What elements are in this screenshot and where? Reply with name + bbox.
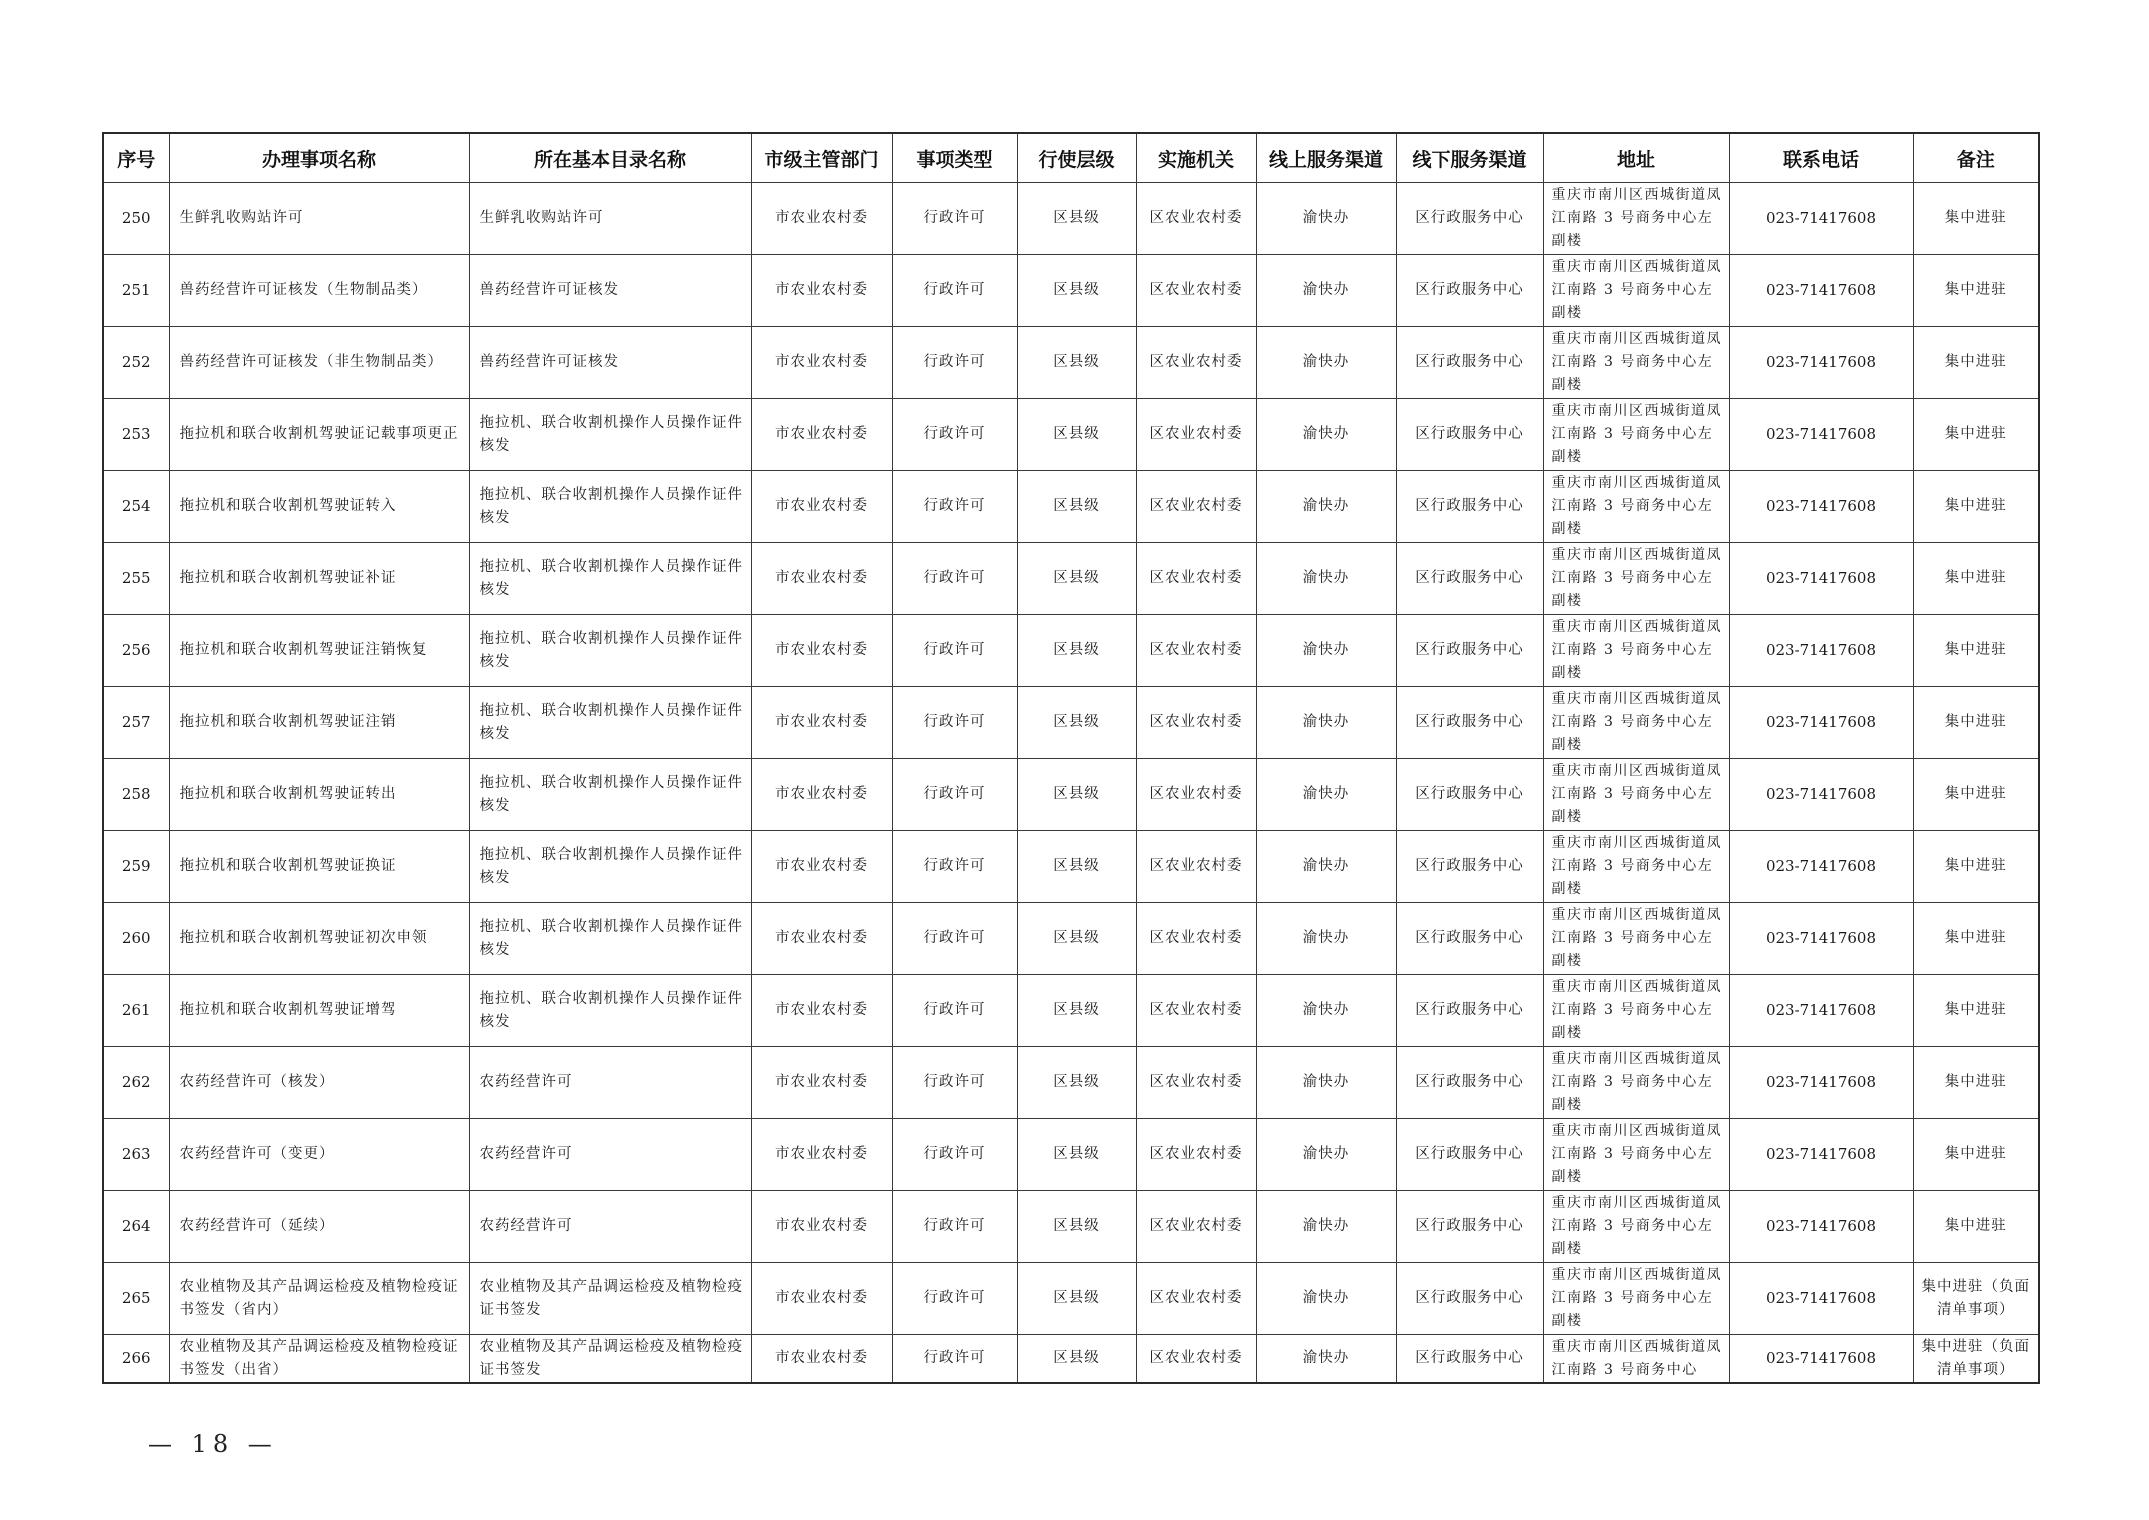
- cell-address: 重庆市南川区西城街道凤江南路 3 号商务中心左副楼: [1543, 183, 1729, 255]
- cell-item-type: 行政许可: [892, 1047, 1017, 1119]
- cell-address: 重庆市南川区西城街道凤江南路 3 号商务中心左副楼: [1543, 1047, 1729, 1119]
- cell-offline-channel: 区行政服务中心: [1396, 1047, 1543, 1119]
- table-row: [103, 1047, 2039, 1119]
- cell-item-type: 行政许可: [892, 1119, 1017, 1191]
- cell-offline-channel: 区行政服务中心: [1396, 471, 1543, 543]
- cell-online-channel: 渝快办: [1256, 1119, 1396, 1191]
- cell-online-channel: 渝快办: [1256, 903, 1396, 975]
- cell-level: 区县级: [1017, 687, 1136, 759]
- cell-online-channel: 渝快办: [1256, 183, 1396, 255]
- cell-offline-channel: 区行政服务中心: [1396, 327, 1543, 399]
- cell-address: 重庆市南川区西城街道凤江南路 3 号商务中心左副楼: [1543, 831, 1729, 903]
- cell-address: 重庆市南川区西城街道凤江南路 3 号商务中心左副楼: [1543, 615, 1729, 687]
- cell-offline-channel: 区行政服务中心: [1396, 903, 1543, 975]
- cell-catalog-name: 拖拉机、联合收割机操作人员操作证件核发: [469, 399, 751, 471]
- table-row: [103, 1335, 2039, 1384]
- header-agency: 实施机关: [1136, 133, 1256, 183]
- cell-agency: 区农业农村委: [1136, 975, 1256, 1047]
- cell-address: 重庆市南川区西城街道凤江南路 3 号商务中心左副楼: [1543, 903, 1729, 975]
- cell-item-name: 拖拉机和联合收割机驾驶证换证: [169, 831, 469, 903]
- table-row: [103, 759, 2039, 831]
- cell-item-type: 行政许可: [892, 543, 1017, 615]
- table-row: [103, 1263, 2039, 1335]
- cell-level: 区县级: [1017, 399, 1136, 471]
- cell-phone: 023-71417608: [1729, 543, 1913, 615]
- cell-item-type: 行政许可: [892, 687, 1017, 759]
- cell-row-number: 262: [103, 1047, 169, 1119]
- cell-level: 区县级: [1017, 903, 1136, 975]
- cell-catalog-name: 农业植物及其产品调运检疫及植物检疫证书签发: [469, 1335, 751, 1384]
- cell-note: 集中进驻: [1913, 759, 2039, 831]
- cell-city-dept: 市农业农村委: [751, 1335, 892, 1384]
- cell-agency: 区农业农村委: [1136, 759, 1256, 831]
- cell-offline-channel: 区行政服务中心: [1396, 975, 1543, 1047]
- cell-address: 重庆市南川区西城街道凤江南路 3 号商务中心: [1543, 1335, 1729, 1384]
- cell-offline-channel: 区行政服务中心: [1396, 543, 1543, 615]
- cell-agency: 区农业农村委: [1136, 399, 1256, 471]
- cell-note: 集中进驻: [1913, 327, 2039, 399]
- cell-note: 集中进驻: [1913, 543, 2039, 615]
- cell-phone: 023-71417608: [1729, 975, 1913, 1047]
- cell-row-number: 250: [103, 183, 169, 255]
- cell-phone: 023-71417608: [1729, 183, 1913, 255]
- cell-item-type: 行政许可: [892, 255, 1017, 327]
- header-address: 地址: [1543, 133, 1729, 183]
- cell-item-name: 农业植物及其产品调运检疫及植物检疫证书签发（出省）: [169, 1335, 469, 1384]
- cell-note: 集中进驻: [1913, 1191, 2039, 1263]
- cell-catalog-name: 拖拉机、联合收割机操作人员操作证件核发: [469, 759, 751, 831]
- cell-level: 区县级: [1017, 327, 1136, 399]
- cell-note: 集中进驻: [1913, 903, 2039, 975]
- cell-address: 重庆市南川区西城街道凤江南路 3 号商务中心左副楼: [1543, 543, 1729, 615]
- cell-address: 重庆市南川区西城街道凤江南路 3 号商务中心左副楼: [1543, 975, 1729, 1047]
- cell-item-name: 农药经营许可（延续）: [169, 1191, 469, 1263]
- cell-city-dept: 市农业农村委: [751, 759, 892, 831]
- header-no: 序号: [103, 133, 169, 183]
- cell-agency: 区农业农村委: [1136, 831, 1256, 903]
- header-offline-channel: 线下服务渠道: [1396, 133, 1543, 183]
- cell-offline-channel: 区行政服务中心: [1396, 759, 1543, 831]
- cell-online-channel: 渝快办: [1256, 543, 1396, 615]
- cell-level: 区县级: [1017, 255, 1136, 327]
- cell-city-dept: 市农业农村委: [751, 975, 892, 1047]
- cell-catalog-name: 农药经营许可: [469, 1047, 751, 1119]
- table-row: [103, 471, 2039, 543]
- cell-phone: 023-71417608: [1729, 1191, 1913, 1263]
- cell-item-name: 拖拉机和联合收割机驾驶证转入: [169, 471, 469, 543]
- cell-note: 集中进驻: [1913, 1047, 2039, 1119]
- cell-phone: 023-71417608: [1729, 687, 1913, 759]
- cell-city-dept: 市农业农村委: [751, 903, 892, 975]
- cell-online-channel: 渝快办: [1256, 759, 1396, 831]
- cell-item-name: 拖拉机和联合收割机驾驶证记载事项更正: [169, 399, 469, 471]
- cell-online-channel: 渝快办: [1256, 255, 1396, 327]
- cell-catalog-name: 农药经营许可: [469, 1119, 751, 1191]
- cell-level: 区县级: [1017, 1047, 1136, 1119]
- table-row: [103, 615, 2039, 687]
- cell-note: 集中进驻（负面清单事项）: [1913, 1263, 2039, 1335]
- cell-offline-channel: 区行政服务中心: [1396, 255, 1543, 327]
- cell-catalog-name: 兽药经营许可证核发: [469, 327, 751, 399]
- cell-item-type: 行政许可: [892, 1263, 1017, 1335]
- cell-row-number: 255: [103, 543, 169, 615]
- header-city-dept: 市级主管部门: [751, 133, 892, 183]
- cell-catalog-name: 拖拉机、联合收割机操作人员操作证件核发: [469, 831, 751, 903]
- cell-item-name: 农业植物及其产品调运检疫及植物检疫证书签发（省内）: [169, 1263, 469, 1335]
- cell-row-number: 258: [103, 759, 169, 831]
- cell-note: 集中进驻: [1913, 615, 2039, 687]
- cell-agency: 区农业农村委: [1136, 183, 1256, 255]
- cell-level: 区县级: [1017, 1263, 1136, 1335]
- cell-address: 重庆市南川区西城街道凤江南路 3 号商务中心左副楼: [1543, 327, 1729, 399]
- cell-city-dept: 市农业农村委: [751, 471, 892, 543]
- cell-level: 区县级: [1017, 759, 1136, 831]
- cell-online-channel: 渝快办: [1256, 615, 1396, 687]
- cell-item-type: 行政许可: [892, 831, 1017, 903]
- cell-level: 区县级: [1017, 615, 1136, 687]
- cell-note: 集中进驻: [1913, 255, 2039, 327]
- cell-agency: 区农业农村委: [1136, 1263, 1256, 1335]
- header-phone: 联系电话: [1729, 133, 1913, 183]
- cell-city-dept: 市农业农村委: [751, 1047, 892, 1119]
- cell-row-number: 263: [103, 1119, 169, 1191]
- cell-item-name: 拖拉机和联合收割机驾驶证注销: [169, 687, 469, 759]
- table-row: [103, 255, 2039, 327]
- cell-catalog-name: 拖拉机、联合收割机操作人员操作证件核发: [469, 543, 751, 615]
- cell-level: 区县级: [1017, 831, 1136, 903]
- table-row: [103, 1191, 2039, 1263]
- cell-address: 重庆市南川区西城街道凤江南路 3 号商务中心左副楼: [1543, 687, 1729, 759]
- cell-address: 重庆市南川区西城街道凤江南路 3 号商务中心左副楼: [1543, 1119, 1729, 1191]
- cell-city-dept: 市农业农村委: [751, 543, 892, 615]
- cell-note: 集中进驻: [1913, 471, 2039, 543]
- cell-phone: 023-71417608: [1729, 1335, 1913, 1384]
- table-header-row: [103, 133, 2039, 183]
- cell-row-number: 266: [103, 1335, 169, 1384]
- cell-catalog-name: 农业植物及其产品调运检疫及植物检疫证书签发: [469, 1263, 751, 1335]
- cell-level: 区县级: [1017, 183, 1136, 255]
- cell-item-name: 拖拉机和联合收割机驾驶证增驾: [169, 975, 469, 1047]
- table-row: [103, 543, 2039, 615]
- cell-item-type: 行政许可: [892, 615, 1017, 687]
- cell-level: 区县级: [1017, 543, 1136, 615]
- cell-row-number: 261: [103, 975, 169, 1047]
- cell-row-number: 256: [103, 615, 169, 687]
- cell-level: 区县级: [1017, 1335, 1136, 1384]
- cell-online-channel: 渝快办: [1256, 1263, 1396, 1335]
- cell-offline-channel: 区行政服务中心: [1396, 615, 1543, 687]
- header-level: 行使层级: [1017, 133, 1136, 183]
- cell-item-name: 兽药经营许可证核发（生物制品类）: [169, 255, 469, 327]
- table-row: [103, 399, 2039, 471]
- cell-note: 集中进驻: [1913, 399, 2039, 471]
- cell-item-name: 农药经营许可（变更）: [169, 1119, 469, 1191]
- cell-agency: 区农业农村委: [1136, 1119, 1256, 1191]
- cell-phone: 023-71417608: [1729, 327, 1913, 399]
- cell-note: 集中进驻: [1913, 975, 2039, 1047]
- cell-catalog-name: 兽药经营许可证核发: [469, 255, 751, 327]
- cell-offline-channel: 区行政服务中心: [1396, 399, 1543, 471]
- cell-note: 集中进驻: [1913, 831, 2039, 903]
- cell-agency: 区农业农村委: [1136, 903, 1256, 975]
- cell-item-name: 拖拉机和联合收割机驾驶证转出: [169, 759, 469, 831]
- cell-agency: 区农业农村委: [1136, 327, 1256, 399]
- header-item-name: 办理事项名称: [169, 133, 469, 183]
- cell-row-number: 260: [103, 903, 169, 975]
- cell-row-number: 252: [103, 327, 169, 399]
- cell-phone: 023-71417608: [1729, 255, 1913, 327]
- cell-row-number: 254: [103, 471, 169, 543]
- cell-item-name: 农药经营许可（核发）: [169, 1047, 469, 1119]
- cell-city-dept: 市农业农村委: [751, 1191, 892, 1263]
- cell-agency: 区农业农村委: [1136, 471, 1256, 543]
- cell-item-type: 行政许可: [892, 327, 1017, 399]
- cell-note: 集中进驻（负面清单事项）: [1913, 1335, 2039, 1384]
- cell-note: 集中进驻: [1913, 1119, 2039, 1191]
- cell-row-number: 251: [103, 255, 169, 327]
- cell-item-type: 行政许可: [892, 975, 1017, 1047]
- cell-note: 集中进驻: [1913, 687, 2039, 759]
- cell-address: 重庆市南川区西城街道凤江南路 3 号商务中心左副楼: [1543, 759, 1729, 831]
- cell-offline-channel: 区行政服务中心: [1396, 687, 1543, 759]
- cell-item-type: 行政许可: [892, 1191, 1017, 1263]
- cell-catalog-name: 拖拉机、联合收割机操作人员操作证件核发: [469, 615, 751, 687]
- cell-agency: 区农业农村委: [1136, 255, 1256, 327]
- cell-note: 集中进驻: [1913, 183, 2039, 255]
- cell-catalog-name: 拖拉机、联合收割机操作人员操作证件核发: [469, 471, 751, 543]
- cell-city-dept: 市农业农村委: [751, 1119, 892, 1191]
- cell-row-number: 253: [103, 399, 169, 471]
- cell-item-type: 行政许可: [892, 471, 1017, 543]
- cell-online-channel: 渝快办: [1256, 1191, 1396, 1263]
- cell-city-dept: 市农业农村委: [751, 687, 892, 759]
- cell-item-type: 行政许可: [892, 399, 1017, 471]
- cell-catalog-name: 拖拉机、联合收割机操作人员操作证件核发: [469, 687, 751, 759]
- header-catalog-name: 所在基本目录名称: [469, 133, 751, 183]
- header-item-type: 事项类型: [892, 133, 1017, 183]
- cell-row-number: 259: [103, 831, 169, 903]
- cell-phone: 023-71417608: [1729, 903, 1913, 975]
- cell-phone: 023-71417608: [1729, 615, 1913, 687]
- cell-offline-channel: 区行政服务中心: [1396, 183, 1543, 255]
- cell-row-number: 257: [103, 687, 169, 759]
- cell-phone: 023-71417608: [1729, 1047, 1913, 1119]
- cell-offline-channel: 区行政服务中心: [1396, 1335, 1543, 1384]
- cell-address: 重庆市南川区西城街道凤江南路 3 号商务中心左副楼: [1543, 1263, 1729, 1335]
- cell-item-name: 拖拉机和联合收割机驾驶证补证: [169, 543, 469, 615]
- cell-item-name: 生鲜乳收购站许可: [169, 183, 469, 255]
- cell-online-channel: 渝快办: [1256, 1335, 1396, 1384]
- cell-row-number: 264: [103, 1191, 169, 1263]
- cell-phone: 023-71417608: [1729, 1119, 1913, 1191]
- cell-agency: 区农业农村委: [1136, 687, 1256, 759]
- cell-offline-channel: 区行政服务中心: [1396, 1191, 1543, 1263]
- header-note: 备注: [1913, 133, 2039, 183]
- cell-online-channel: 渝快办: [1256, 1047, 1396, 1119]
- cell-catalog-name: 拖拉机、联合收割机操作人员操作证件核发: [469, 975, 751, 1047]
- cell-offline-channel: 区行政服务中心: [1396, 1263, 1543, 1335]
- cell-offline-channel: 区行政服务中心: [1396, 1119, 1543, 1191]
- cell-city-dept: 市农业农村委: [751, 831, 892, 903]
- table-row: [103, 1119, 2039, 1191]
- cell-address: 重庆市南川区西城街道凤江南路 3 号商务中心左副楼: [1543, 471, 1729, 543]
- cell-phone: 023-71417608: [1729, 759, 1913, 831]
- cell-phone: 023-71417608: [1729, 1263, 1913, 1335]
- table-body: [103, 183, 2039, 1384]
- cell-offline-channel: 区行政服务中心: [1396, 831, 1543, 903]
- service-items-table: [102, 132, 2040, 1384]
- cell-city-dept: 市农业农村委: [751, 1263, 892, 1335]
- cell-item-name: 拖拉机和联合收割机驾驶证初次申领: [169, 903, 469, 975]
- cell-address: 重庆市南川区西城街道凤江南路 3 号商务中心左副楼: [1543, 399, 1729, 471]
- table-row: [103, 831, 2039, 903]
- cell-online-channel: 渝快办: [1256, 471, 1396, 543]
- cell-phone: 023-71417608: [1729, 831, 1913, 903]
- header-online-channel: 线上服务渠道: [1256, 133, 1396, 183]
- cell-catalog-name: 农药经营许可: [469, 1191, 751, 1263]
- cell-online-channel: 渝快办: [1256, 831, 1396, 903]
- cell-level: 区县级: [1017, 1191, 1136, 1263]
- cell-agency: 区农业农村委: [1136, 1047, 1256, 1119]
- cell-catalog-name: 生鲜乳收购站许可: [469, 183, 751, 255]
- table-row: [103, 183, 2039, 255]
- cell-item-type: 行政许可: [892, 759, 1017, 831]
- cell-phone: 023-71417608: [1729, 471, 1913, 543]
- cell-level: 区县级: [1017, 1119, 1136, 1191]
- cell-online-channel: 渝快办: [1256, 327, 1396, 399]
- cell-row-number: 265: [103, 1263, 169, 1335]
- cell-online-channel: 渝快办: [1256, 975, 1396, 1047]
- cell-online-channel: 渝快办: [1256, 399, 1396, 471]
- cell-item-name: 兽药经营许可证核发（非生物制品类）: [169, 327, 469, 399]
- cell-online-channel: 渝快办: [1256, 687, 1396, 759]
- cell-item-name: 拖拉机和联合收割机驾驶证注销恢复: [169, 615, 469, 687]
- cell-catalog-name: 拖拉机、联合收割机操作人员操作证件核发: [469, 903, 751, 975]
- cell-level: 区县级: [1017, 975, 1136, 1047]
- table-row: [103, 327, 2039, 399]
- table-row: [103, 687, 2039, 759]
- cell-city-dept: 市农业农村委: [751, 183, 892, 255]
- cell-city-dept: 市农业农村委: [751, 255, 892, 327]
- cell-item-type: 行政许可: [892, 1335, 1017, 1384]
- cell-address: 重庆市南川区西城街道凤江南路 3 号商务中心左副楼: [1543, 255, 1729, 327]
- table-row: [103, 903, 2039, 975]
- cell-agency: 区农业农村委: [1136, 615, 1256, 687]
- cell-level: 区县级: [1017, 471, 1136, 543]
- cell-item-type: 行政许可: [892, 183, 1017, 255]
- cell-city-dept: 市农业农村委: [751, 399, 892, 471]
- cell-city-dept: 市农业农村委: [751, 327, 892, 399]
- cell-address: 重庆市南川区西城街道凤江南路 3 号商务中心左副楼: [1543, 1191, 1729, 1263]
- cell-agency: 区农业农村委: [1136, 543, 1256, 615]
- page-number: — 18 —: [148, 1430, 278, 1458]
- cell-agency: 区农业农村委: [1136, 1335, 1256, 1384]
- table-row: [103, 975, 2039, 1047]
- cell-phone: 023-71417608: [1729, 399, 1913, 471]
- cell-agency: 区农业农村委: [1136, 1191, 1256, 1263]
- cell-city-dept: 市农业农村委: [751, 615, 892, 687]
- cell-item-type: 行政许可: [892, 903, 1017, 975]
